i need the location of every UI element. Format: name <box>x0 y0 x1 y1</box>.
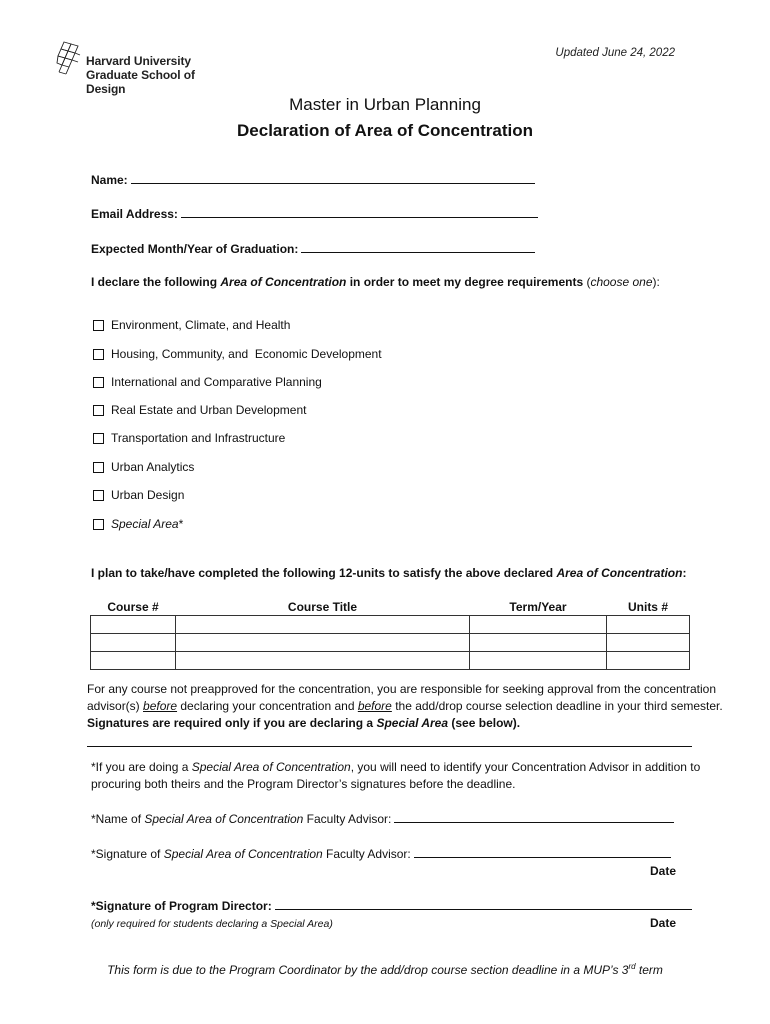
logo-line-1: Harvard University <box>86 54 191 68</box>
advisor-name-suffix: Faculty Advisor: <box>303 812 392 826</box>
director-note: (only required for students declaring a Special Area) <box>91 918 333 930</box>
checkbox[interactable] <box>93 377 104 388</box>
declare-suffix: in order to meet my degree requirements <box>346 275 587 289</box>
note-text-2: , you will need to identify your Concentration Advisor in addition to procuring both theirs and the Program Director’s signatures before the deadline. <box>91 760 701 791</box>
header-course-title: Course Title <box>287 599 358 614</box>
logo-text <box>86 54 236 96</box>
option-housing[interactable] <box>93 347 382 361</box>
logo-line-2: Graduate School of Design <box>86 68 195 96</box>
table-cell[interactable] <box>176 616 470 634</box>
declare-choose: choose one <box>590 275 653 289</box>
special-area-star: * <box>178 517 184 531</box>
table-row <box>91 652 690 670</box>
option-label: Urban Design <box>111 488 185 502</box>
director-date-label: Date <box>650 916 677 930</box>
table-cell[interactable] <box>91 652 176 670</box>
course-table <box>90 598 690 670</box>
para-text-1: For any course not preapproved for the concentration, you are responsible for seeking approval from the concentration advisor(s) <box>87 682 717 713</box>
table-cell[interactable] <box>607 616 690 634</box>
advisor-signature-field[interactable] <box>91 846 671 861</box>
declare-emph: Area of Concentration <box>220 275 347 289</box>
advisor-sig-prefix: *Signature of <box>91 847 164 861</box>
table-cell[interactable] <box>607 652 690 670</box>
special-area-note <box>91 759 701 793</box>
advisor-signature-line[interactable] <box>414 846 671 858</box>
para-bold-special: Special Area <box>376 716 449 730</box>
section-divider <box>87 746 692 747</box>
advisor-sig-suffix: Faculty Advisor: <box>322 847 411 861</box>
table-cell[interactable] <box>176 652 470 670</box>
table-cell[interactable] <box>91 616 176 634</box>
email-label: Email Address: <box>91 207 178 221</box>
declare-paren-close: ): <box>652 275 660 289</box>
plan-suffix: : <box>682 566 687 580</box>
advisor-name-line[interactable] <box>394 811 674 823</box>
table-cell[interactable] <box>176 634 470 652</box>
note-text-1: *If you are doing a <box>91 760 192 774</box>
option-real-estate[interactable] <box>93 403 306 417</box>
table-cell[interactable] <box>470 616 607 634</box>
option-urban-analytics[interactable] <box>93 460 194 474</box>
table-cell[interactable] <box>607 634 690 652</box>
checkbox[interactable] <box>93 433 104 444</box>
option-special-area[interactable] <box>93 517 183 531</box>
director-signature-field[interactable] <box>91 898 692 913</box>
graduation-line[interactable] <box>301 241 535 253</box>
approval-paragraph <box>87 681 727 732</box>
option-label: International and Comparative Planning <box>111 375 322 389</box>
option-urban-design[interactable] <box>93 488 184 502</box>
plan-statement <box>91 566 686 580</box>
option-transportation[interactable] <box>93 431 285 445</box>
option-label: Transportation and Infrastructure <box>111 431 286 445</box>
updated-date: Updated June 24, 2022 <box>555 47 675 59</box>
footer-text-2: term <box>635 963 663 977</box>
advisor-name-field[interactable] <box>91 811 674 826</box>
header-units: Units # <box>627 599 668 614</box>
name-field[interactable] <box>91 172 535 187</box>
table-cell[interactable] <box>470 634 607 652</box>
graduation-field[interactable] <box>91 241 535 256</box>
para-before-1: before <box>143 699 178 713</box>
email-field[interactable] <box>91 206 538 221</box>
table-header-row <box>91 598 690 616</box>
name-label: Name: <box>91 173 128 187</box>
option-label: Urban Analytics <box>111 460 195 474</box>
para-text-2: declaring your concentration and <box>177 699 358 713</box>
harvard-gsd-logo <box>56 40 236 96</box>
declare-prefix: I declare the following <box>91 275 221 289</box>
table-cell[interactable] <box>470 652 607 670</box>
table-row <box>91 634 690 652</box>
note-emph: Special Area of Concentration <box>191 760 351 774</box>
option-label: Real Estate and Urban Development <box>111 403 307 417</box>
plan-prefix: I plan to take/have completed the following 12-units to satisfy the above declared <box>91 566 557 580</box>
para-bold-period: . <box>516 716 521 730</box>
option-international[interactable] <box>93 375 322 389</box>
header-term-year: Term/Year <box>509 599 567 614</box>
option-environment[interactable] <box>93 318 290 332</box>
checkbox[interactable] <box>93 519 104 530</box>
checkbox[interactable] <box>93 405 104 416</box>
option-label: Environment, Climate, and Health <box>111 318 291 332</box>
form-title: Declaration of Area of Concentration <box>237 121 533 140</box>
checkbox[interactable] <box>93 320 104 331</box>
name-line[interactable] <box>131 172 535 184</box>
program-title: Master in Urban Planning <box>289 95 481 114</box>
declare-paren-open: ( <box>586 275 591 289</box>
header-course-number: Course # <box>107 599 159 614</box>
special-area-label: Special Area <box>111 517 179 531</box>
director-label: *Signature of Program Director: <box>91 899 272 913</box>
table-cell[interactable] <box>91 634 176 652</box>
advisor-date-label: Date <box>650 864 677 878</box>
checkbox[interactable] <box>93 490 104 501</box>
footer-text-1: This form is due to the Program Coordinator by the add/drop course section deadline in a MUP’s 3 <box>107 963 629 977</box>
checkbox[interactable] <box>93 462 104 473</box>
para-before-2: before <box>357 699 392 713</box>
advisor-sig-emph: Special Area of Concentration <box>163 847 323 861</box>
para-bold-1: Signatures are required only if you are declaring a <box>87 716 377 730</box>
plan-emph: Area of Concentration <box>556 566 683 580</box>
table-row <box>91 616 690 634</box>
email-line[interactable] <box>181 206 538 218</box>
para-text-3: the add/drop course selection deadline in your third semester. <box>391 699 723 713</box>
gsd-logo-icon <box>56 40 84 84</box>
director-signature-line[interactable] <box>275 898 692 910</box>
footer-note <box>0 962 770 977</box>
checkbox[interactable] <box>93 349 104 360</box>
advisor-name-emph: Special Area of Concentration <box>144 812 304 826</box>
advisor-name-prefix: *Name of <box>91 812 145 826</box>
graduation-label: Expected Month/Year of Graduation: <box>91 242 299 256</box>
declaration-statement <box>91 275 660 289</box>
para-bold-see-below: (see below) <box>448 716 517 730</box>
footer-sup: rd <box>628 962 636 971</box>
option-label: Housing, Community, and Economic Development <box>111 347 382 361</box>
